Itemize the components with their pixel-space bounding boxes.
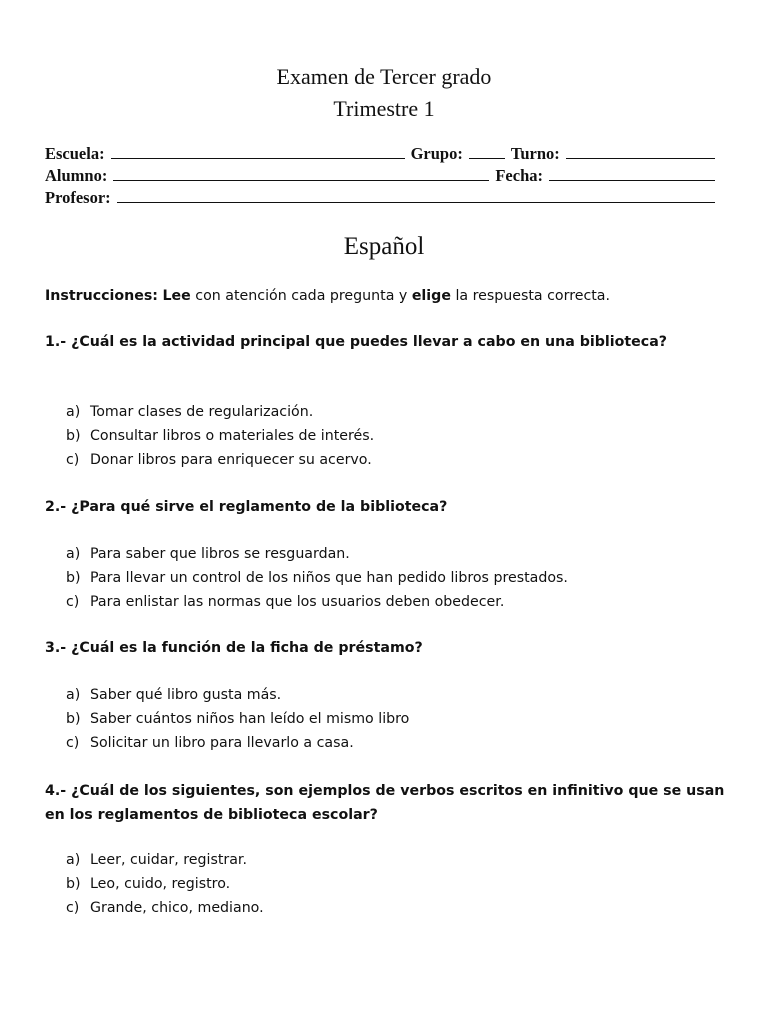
option-item[interactable] xyxy=(66,590,568,614)
option-letter: b) xyxy=(66,711,81,727)
option-text: Leo, cuido, registro. xyxy=(90,876,231,892)
option-text: Para llevar un control de los niños que han pedido libros prestados. xyxy=(90,570,568,586)
profesor-label: Profesor: xyxy=(45,188,111,207)
option-text: Saber qué libro gusta más. xyxy=(90,687,282,703)
option-letter: a) xyxy=(66,404,81,420)
instructions-elige: elige xyxy=(411,288,451,304)
option-letter: c) xyxy=(66,900,80,916)
exam-subtitle: Trimestre 1 xyxy=(333,96,435,121)
form-row-alumno xyxy=(45,165,715,186)
option-item[interactable] xyxy=(66,424,374,448)
option-item[interactable] xyxy=(66,542,568,566)
option-item[interactable] xyxy=(66,896,264,920)
instructions xyxy=(45,285,610,307)
option-item[interactable] xyxy=(66,707,409,731)
question-3: 3.- ¿Cuál es la función de la ficha de préstamo? xyxy=(45,640,423,656)
option-letter: c) xyxy=(66,594,80,610)
escuela-blank xyxy=(111,158,405,159)
instructions-label: Instrucciones: xyxy=(45,288,158,304)
turno-blank xyxy=(566,158,715,159)
instructions-lee: Lee xyxy=(162,288,191,304)
option-text: Tomar clases de regularización. xyxy=(90,404,314,420)
grupo-label: Grupo: xyxy=(410,144,463,163)
section-title: Español xyxy=(343,233,425,260)
option-letter: b) xyxy=(66,570,81,586)
instructions-text-2: la respuesta correcta. xyxy=(450,288,611,304)
option-letter: a) xyxy=(66,852,81,868)
option-item[interactable] xyxy=(66,683,409,707)
form-row-profesor xyxy=(45,187,715,208)
profesor-blank xyxy=(117,202,715,203)
question-1: 1.- ¿Cuál es la actividad principal que puedes llevar a cabo en una biblioteca? xyxy=(45,334,668,350)
fecha-label: Fecha: xyxy=(495,166,543,185)
question-1-options xyxy=(66,400,374,472)
option-text: Solicitar un libro para llevarlo a casa. xyxy=(90,735,354,751)
option-text: Grande, chico, mediano. xyxy=(90,900,264,916)
option-text: Consultar libros o materiales de interés. xyxy=(90,428,375,444)
exam-title: Examen de Tercer grado xyxy=(276,64,492,89)
option-item[interactable] xyxy=(66,848,264,872)
question-2: 2.- ¿Para qué sirve el reglamento de la biblioteca? xyxy=(45,499,448,515)
option-item[interactable] xyxy=(66,566,568,590)
question-4-options xyxy=(66,848,264,920)
option-text: Para saber que libros se resguardan. xyxy=(90,546,350,562)
option-item[interactable] xyxy=(66,872,264,896)
option-text: Saber cuántos niños han leído el mismo libro xyxy=(90,711,410,727)
question-2-options xyxy=(66,542,568,614)
option-letter: a) xyxy=(66,687,81,703)
option-item[interactable] xyxy=(66,731,409,755)
escuela-label: Escuela: xyxy=(45,144,105,163)
instructions-text-1: con atención cada pregunta y xyxy=(190,288,412,304)
option-text: Para enlistar las normas que los usuarios deben obedecer. xyxy=(90,594,505,610)
alumno-blank xyxy=(113,180,489,181)
question-3-options xyxy=(66,683,409,755)
option-letter: c) xyxy=(66,735,80,751)
question-4: 4.- ¿Cuál de los siguientes, son ejemplos de verbos escritos en infinitivo que se usan en los reglamentos de biblioteca escolar? xyxy=(45,783,725,823)
option-letter: c) xyxy=(66,452,80,468)
fecha-blank xyxy=(549,180,715,181)
option-letter: b) xyxy=(66,428,81,444)
option-item[interactable] xyxy=(66,448,374,472)
option-text: Leer, cuidar, registrar. xyxy=(90,852,247,868)
grupo-blank xyxy=(469,158,505,159)
option-text: Donar libros para enriquecer su acervo. xyxy=(90,452,372,468)
alumno-label: Alumno: xyxy=(45,166,108,185)
option-letter: b) xyxy=(66,876,81,892)
option-item[interactable] xyxy=(66,400,374,424)
option-letter: a) xyxy=(66,546,81,562)
turno-label: Turno: xyxy=(510,144,560,163)
form-row-escuela xyxy=(45,143,715,164)
